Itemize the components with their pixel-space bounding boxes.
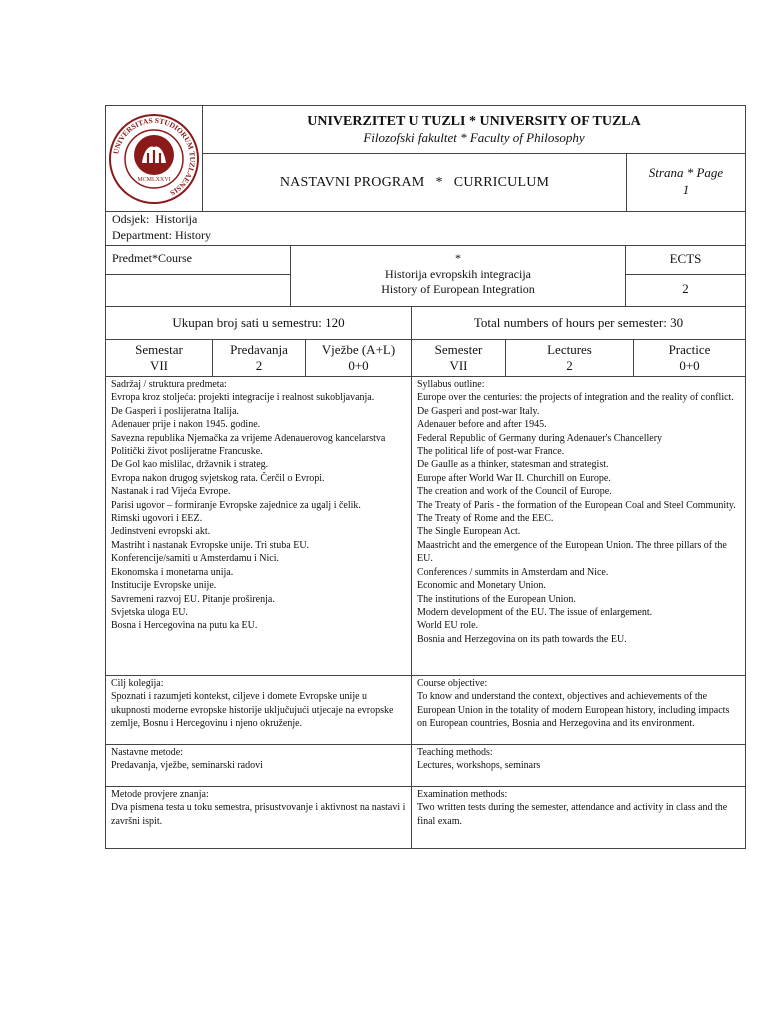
list-item: The institutions of the European Union. (417, 593, 576, 605)
hours-en: Total numbers of hours per semester: 30 (473, 315, 684, 330)
university-seal (106, 106, 203, 211)
methods-row (105, 744, 746, 786)
list-item: Adenauer prije i nakon 1945. godine. (111, 419, 261, 431)
methods-bs-text: Predavanja, vježbe, seminarski radovi (111, 760, 263, 772)
list-item: De Gasperi i poslijeratna Italija. (111, 405, 240, 417)
syllabus-bs (106, 377, 412, 675)
list-item: Economic and Monetary Union. (417, 580, 546, 592)
syllabus-bs-heading: Sadržaj / struktura predmeta: (111, 379, 227, 390)
semestar-bs: Semestar VII (106, 340, 213, 376)
list-item: The Treaty of Paris - the formation of the European Coal and Steel Community. (417, 499, 736, 511)
semester-en: Semester VII (412, 340, 506, 376)
list-item: Svjetska uloga EU. (111, 606, 188, 618)
methods-en-heading: Teaching methods: (417, 747, 493, 758)
department-row (105, 211, 746, 245)
methods-en-text: Lectures, workshops, seminars (417, 760, 541, 772)
list-item: Rimski ugovori i EEZ. (111, 513, 203, 525)
exam-en-text: Two written tests during the semester, attendance and activity in class and the final exam. (417, 802, 728, 827)
list-item: Europe after World War II. Churchill on Europe. (417, 472, 611, 484)
list-item: Konferencije/samiti u Amsterdamu i Nici. (111, 553, 280, 565)
exam-en-heading: Examination methods: (417, 789, 508, 800)
syllabus-en-list (417, 391, 740, 646)
list-item: De Gaulle as a thinker, statesman and strategist. (417, 459, 609, 471)
list-item: Evropa kroz stoljeća: projekti integracije i realnost sukobljavanja. (111, 392, 375, 404)
hours-bs: Ukupan broj sati u semestru: 120 (106, 307, 412, 339)
exam-row (105, 786, 746, 849)
list-item: Ekonomska i monetarna unija. (111, 566, 234, 578)
page-number: Strana * Page 1 (648, 165, 724, 197)
objective-row (105, 675, 746, 744)
practice-en: Practice 0+0 (668, 342, 711, 373)
list-item: Savremeni razvoj EU. Pitanje proširenja. (111, 593, 275, 605)
list-item: Federal Republic of Germany during Adenauer's Chancellery (417, 432, 663, 444)
university-header (203, 106, 745, 153)
list-item: Bosna i Hercegovina na putu ka EU. (111, 620, 258, 632)
ects-label: ECTS (626, 246, 745, 275)
list-item: Politički život poslijeratne Francuske. (111, 446, 263, 458)
syllabus-en-heading: Syllabus outline: (417, 379, 485, 390)
list-item: The political life of post-war France. (417, 446, 565, 458)
university-name: UNIVERZITET U TUZLI * UNIVERSITY OF TUZLA (307, 114, 641, 129)
list-item: Europe over the centuries: the projects of integration and the reality of conflict. (417, 392, 734, 404)
course-row (105, 245, 746, 306)
list-item: The Single European Act. (417, 526, 521, 538)
schedule-row (105, 339, 746, 376)
list-item: Institucije Evropske unije. (111, 580, 217, 592)
predavanja-bs: Predavanja 2 (213, 340, 306, 376)
objective-bs-heading: Cilj kolegija: (111, 678, 164, 689)
list-item: The Treaty of Rome and the EEC. (417, 513, 554, 525)
list-item: Savezna republika Njemačka za vrijeme Adenauerovog kancelarstva (111, 432, 386, 444)
syllabus-bs-list (111, 391, 406, 632)
objective-en-heading: Course objective: (417, 678, 488, 689)
list-item: Maastricht and the emergence of the European Union. The three pillars of the EU. (417, 539, 727, 565)
list-item: Nastanak i rad Vijeća Evrope. (111, 486, 231, 498)
university-seal-icon (108, 113, 200, 205)
seal-ring-text: UNIVERSITAS STUDIORUM TUZLAENSIS (111, 115, 198, 198)
exam-bs-heading: Metode provjere znanja: (111, 789, 209, 800)
department-en: Department: History (112, 227, 211, 242)
course-name-en: History of European Integration (381, 282, 535, 296)
course-star: * (455, 251, 461, 265)
vjezbe-bs: Vježbe (A+L) 0+0 (306, 340, 412, 376)
course-name-bs: Historija evropskih integracija (385, 266, 531, 281)
objective-en-text: To know and understand the context, objectives and achievements of the European Union in the totality of modern European history, including impacts on European countries, Bosnia and Herzegovina and its environment. (417, 691, 730, 730)
seal-year: MCMLXXVI (137, 176, 171, 183)
list-item: World EU role. (417, 620, 479, 632)
list-item: Conferences / summits in Amsterdam and Nice. (417, 566, 609, 578)
curriculum-document (105, 105, 746, 849)
syllabus-row (105, 376, 746, 675)
list-item: De Gol kao mislilac, državnik i strateg. (111, 459, 269, 471)
methods-bs-heading: Nastavne metode: (111, 747, 183, 758)
ects-value: 2 (682, 281, 689, 296)
list-item: Bosnia and Herzegovina on its path towards the EU. (417, 633, 627, 645)
exam-bs-text: Dva pismena testa u toku semestra, prisustvovanje i aktivnost na nastavi i završni ispit. (111, 802, 406, 827)
hours-row (105, 306, 746, 339)
list-item: De Gasperi and post-war Italy. (417, 405, 540, 417)
course-label: Predmet*Course (106, 246, 290, 275)
list-item: Evropa nakon drugog svjetskog rata. Čerčil o Evropi. (111, 472, 325, 484)
list-item: Parisi ugovor – formiranje Evropske zajednice za ugalj i čelik. (111, 499, 361, 511)
list-item: The creation and work of the Council of Europe. (417, 486, 612, 498)
list-item: Mastriht i nastanak Evropske unije. Tri stuba EU. (111, 539, 310, 551)
list-item: Adenauer before and after 1945. (417, 419, 547, 431)
department-bs: Odsjek: Historija (112, 212, 198, 226)
list-item: Modern development of the EU. The issue of enlargement. (417, 606, 653, 618)
objective-bs-text: Spoznati i razumjeti kontekst, ciljeve i domete Evropske unije u ukupnosti moderne evropske historije uključujući utjecaje na evropske zemlje, Bosnu i Hercegovinu i njeno okruženje. (111, 691, 394, 730)
faculty-name: Filozofski fakultet * Faculty of Philosophy (363, 130, 585, 145)
lectures-en: Lectures 2 (506, 340, 634, 376)
syllabus-en (412, 377, 745, 675)
program-title: NASTAVNI PROGRAM * CURRICULUM (203, 154, 627, 211)
list-item: Jedinstveni evropski akt. (111, 526, 211, 538)
course-name (291, 246, 626, 306)
